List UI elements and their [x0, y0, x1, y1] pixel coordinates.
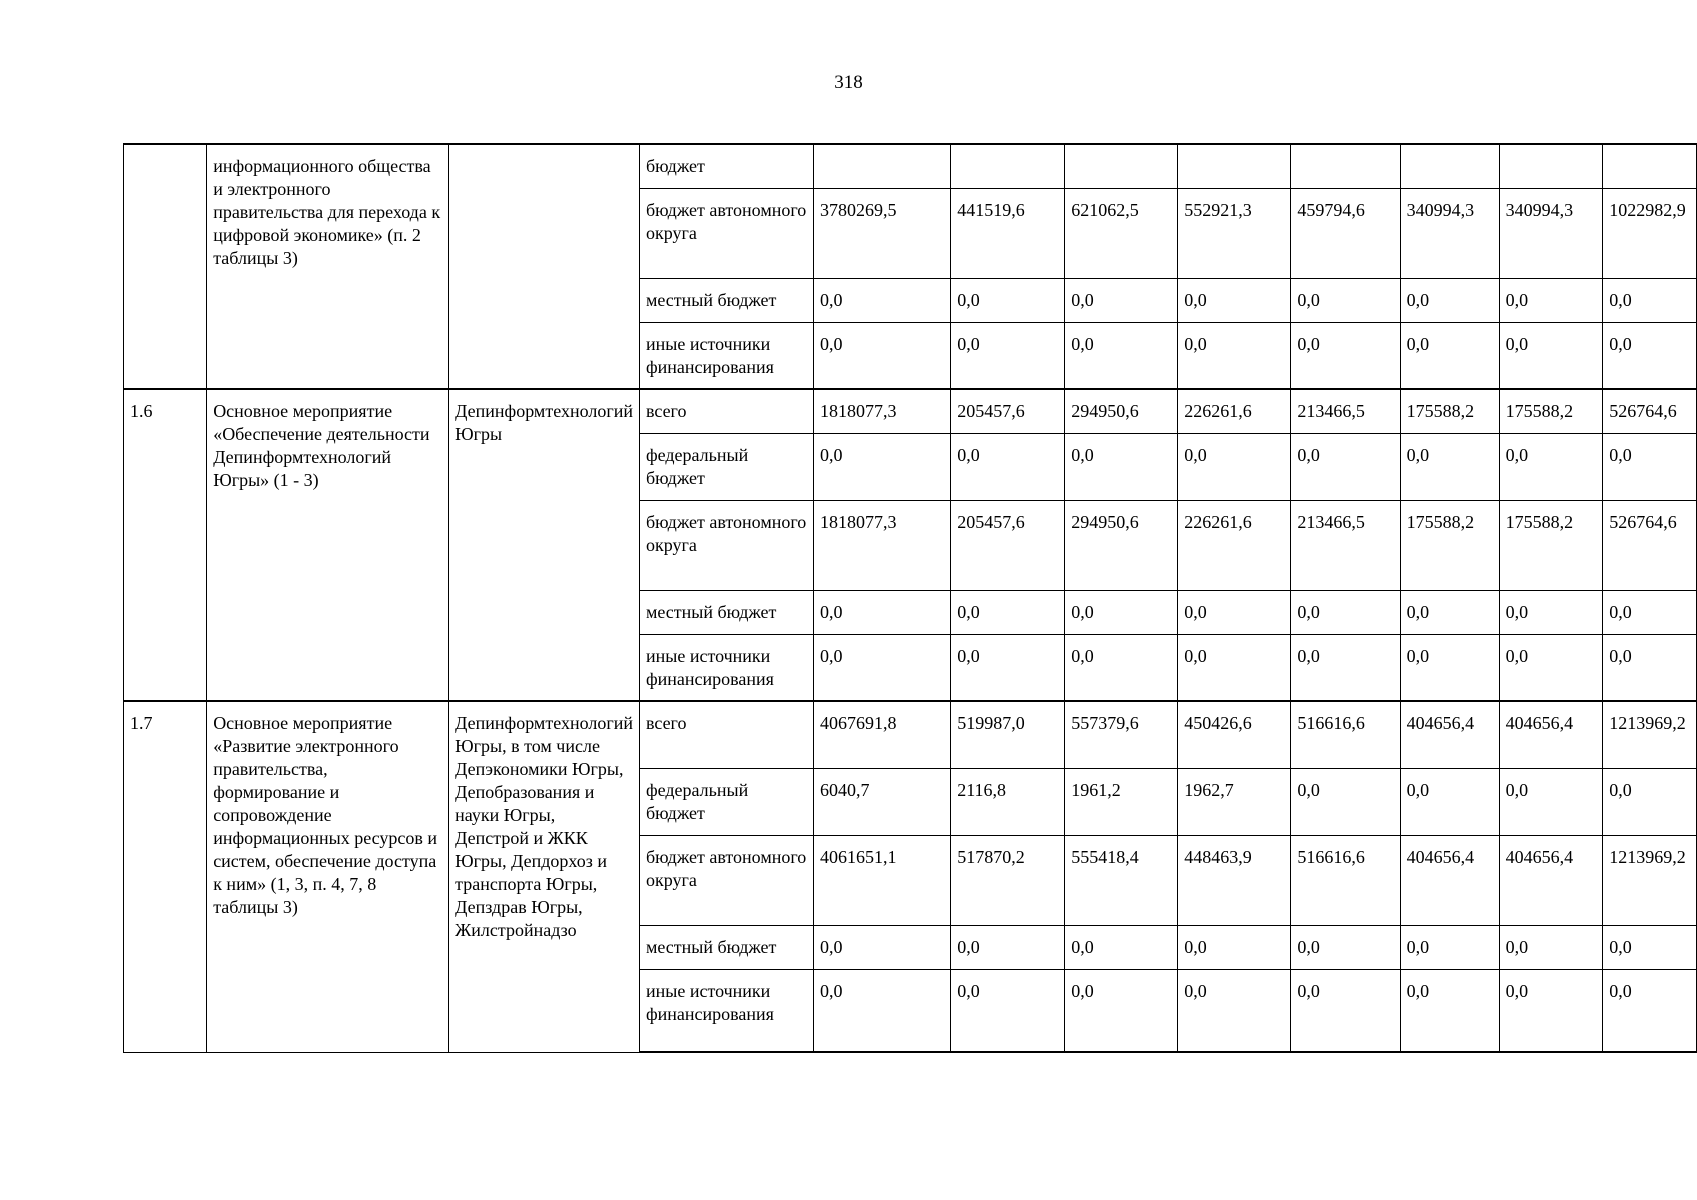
amount-cell	[1603, 144, 1697, 188]
funding-source: местный бюджет	[639, 590, 813, 634]
table-row	[124, 701, 1697, 768]
amount-cell: 404656,4	[1499, 701, 1603, 768]
item-number	[124, 144, 207, 389]
amount-cell: 0,0	[951, 322, 1065, 389]
amount-cell: 0,0	[1499, 278, 1603, 322]
amount-cell: 516616,6	[1291, 835, 1400, 925]
amount-cell: 0,0	[1499, 969, 1603, 1052]
amount-cell: 213466,5	[1291, 389, 1400, 433]
amount-cell: 0,0	[1499, 322, 1603, 389]
amount-cell: 0,0	[1603, 590, 1697, 634]
amount-cell: 175588,2	[1499, 500, 1603, 590]
amount-cell: 0,0	[1400, 278, 1499, 322]
funding-source: иные источники финансирования	[639, 634, 813, 701]
amount-cell: 0,0	[1499, 925, 1603, 969]
amount-cell: 0,0	[1291, 322, 1400, 389]
amount-cell	[1291, 144, 1400, 188]
amount-cell: 0,0	[814, 969, 951, 1052]
amount-cell: 4067691,8	[814, 701, 951, 768]
amount-cell: 205457,6	[951, 389, 1065, 433]
amount-cell: 0,0	[1499, 590, 1603, 634]
amount-cell: 4061651,1	[814, 835, 951, 925]
funding-source: иные источники финансирования	[639, 322, 813, 389]
funding-source: всего	[639, 701, 813, 768]
amount-cell: 1961,2	[1065, 768, 1178, 835]
amount-cell: 0,0	[1178, 278, 1291, 322]
amount-cell: 6040,7	[814, 768, 951, 835]
item-number: 1.6	[124, 389, 207, 701]
amount-cell	[1499, 144, 1603, 188]
amount-cell: 340994,3	[1400, 188, 1499, 278]
amount-cell: 1962,7	[1178, 768, 1291, 835]
amount-cell: 2116,8	[951, 768, 1065, 835]
amount-cell	[1065, 144, 1178, 188]
amount-cell: 441519,6	[951, 188, 1065, 278]
amount-cell: 0,0	[1178, 322, 1291, 389]
responsible-executor: Депинформтехнологий Югры, в том числе Депэкономики Югры, Депобразования и науки Югры, Депстрой и ЖКК Югры, Депдорхоз и транспорта Югры, Депздрав Югры, Жилстройнадзо	[449, 701, 640, 1052]
amount-cell: 0,0	[1400, 925, 1499, 969]
amount-cell: 404656,4	[1499, 835, 1603, 925]
amount-cell: 516616,6	[1291, 701, 1400, 768]
amount-cell: 0,0	[1065, 278, 1178, 322]
funding-source: бюджет автономного округа	[639, 835, 813, 925]
funding-source: федеральный бюджет	[639, 768, 813, 835]
amount-cell: 1213969,2	[1603, 701, 1697, 768]
amount-cell: 294950,6	[1065, 389, 1178, 433]
amount-cell: 0,0	[1178, 925, 1291, 969]
amount-cell: 404656,4	[1400, 701, 1499, 768]
amount-cell: 0,0	[1400, 634, 1499, 701]
amount-cell: 0,0	[1400, 768, 1499, 835]
amount-cell: 0,0	[1603, 634, 1697, 701]
amount-cell: 226261,6	[1178, 500, 1291, 590]
amount-cell: 552921,3	[1178, 188, 1291, 278]
amount-cell	[951, 144, 1065, 188]
amount-cell: 517870,2	[951, 835, 1065, 925]
amount-cell: 526764,6	[1603, 500, 1697, 590]
amount-cell: 0,0	[1291, 278, 1400, 322]
amount-cell: 404656,4	[1400, 835, 1499, 925]
amount-cell: 555418,4	[1065, 835, 1178, 925]
funding-table	[123, 143, 1697, 1053]
amount-cell: 0,0	[1065, 433, 1178, 500]
amount-cell: 213466,5	[1291, 500, 1400, 590]
amount-cell: 0,0	[951, 969, 1065, 1052]
amount-cell: 0,0	[951, 278, 1065, 322]
table-row	[124, 389, 1697, 433]
amount-cell: 0,0	[1291, 969, 1400, 1052]
amount-cell: 0,0	[1291, 634, 1400, 701]
amount-cell: 0,0	[1065, 969, 1178, 1052]
amount-cell	[814, 144, 951, 188]
funding-source: местный бюджет	[639, 925, 813, 969]
measure-title: Основное мероприятие «Обеспечение деятельности Депинформтехнологий Югры» (1 - 3)	[207, 389, 449, 701]
item-number: 1.7	[124, 701, 207, 1052]
amount-cell: 0,0	[1400, 322, 1499, 389]
funding-source: бюджет автономного округа	[639, 188, 813, 278]
funding-source: иные источники финансирования	[639, 969, 813, 1052]
amount-cell: 0,0	[1603, 278, 1697, 322]
amount-cell: 0,0	[1178, 634, 1291, 701]
measure-title: Основное мероприятие «Развитие электронного правительства, формирование и сопровождение информационных ресурсов и систем, обеспечение доступа к ним» (1, 3, п. 4, 7, 8 таблицы 3)	[207, 701, 449, 1052]
amount-cell: 450426,6	[1178, 701, 1291, 768]
measure-title: информационного общества и электронного правительства для перехода к цифровой экономике» (п. 2 таблицы 3)	[207, 144, 449, 389]
amount-cell	[1178, 144, 1291, 188]
amount-cell: 0,0	[1065, 634, 1178, 701]
amount-cell: 0,0	[814, 322, 951, 389]
amount-cell: 175588,2	[1400, 389, 1499, 433]
amount-cell: 0,0	[1603, 925, 1697, 969]
amount-cell: 0,0	[1291, 925, 1400, 969]
amount-cell: 459794,6	[1291, 188, 1400, 278]
amount-cell: 0,0	[1400, 969, 1499, 1052]
amount-cell: 0,0	[1400, 590, 1499, 634]
responsible-executor	[449, 144, 640, 389]
amount-cell: 0,0	[814, 590, 951, 634]
amount-cell: 0,0	[1291, 433, 1400, 500]
amount-cell: 0,0	[1178, 969, 1291, 1052]
amount-cell: 621062,5	[1065, 188, 1178, 278]
table-row	[124, 144, 1697, 188]
amount-cell: 1818077,3	[814, 500, 951, 590]
amount-cell: 0,0	[951, 634, 1065, 701]
amount-cell: 0,0	[1291, 590, 1400, 634]
amount-cell: 0,0	[1065, 590, 1178, 634]
funding-source: федеральный бюджет	[639, 433, 813, 500]
amount-cell: 0,0	[1178, 433, 1291, 500]
amount-cell: 1818077,3	[814, 389, 951, 433]
amount-cell: 0,0	[1603, 969, 1697, 1052]
amount-cell: 0,0	[1178, 590, 1291, 634]
amount-cell: 0,0	[1499, 433, 1603, 500]
funding-source: всего	[639, 389, 813, 433]
amount-cell: 0,0	[951, 590, 1065, 634]
amount-cell: 226261,6	[1178, 389, 1291, 433]
page-number: 318	[834, 72, 863, 93]
amount-cell: 0,0	[1291, 768, 1400, 835]
amount-cell: 0,0	[1400, 433, 1499, 500]
amount-cell: 557379,6	[1065, 701, 1178, 768]
amount-cell: 175588,2	[1400, 500, 1499, 590]
amount-cell: 0,0	[1499, 634, 1603, 701]
amount-cell: 1022982,9	[1603, 188, 1697, 278]
amount-cell: 205457,6	[951, 500, 1065, 590]
amount-cell: 519987,0	[951, 701, 1065, 768]
amount-cell: 0,0	[951, 433, 1065, 500]
responsible-executor: Депинформтехнологий Югры	[449, 389, 640, 701]
amount-cell: 0,0	[814, 634, 951, 701]
amount-cell: 526764,6	[1603, 389, 1697, 433]
amount-cell: 294950,6	[1065, 500, 1178, 590]
amount-cell: 0,0	[951, 925, 1065, 969]
funding-source: местный бюджет	[639, 278, 813, 322]
amount-cell: 0,0	[1499, 768, 1603, 835]
amount-cell: 3780269,5	[814, 188, 951, 278]
amount-cell	[1400, 144, 1499, 188]
amount-cell: 0,0	[814, 278, 951, 322]
amount-cell: 0,0	[1603, 768, 1697, 835]
amount-cell: 0,0	[814, 433, 951, 500]
funding-source: бюджет	[639, 144, 813, 188]
amount-cell: 0,0	[1065, 322, 1178, 389]
amount-cell: 175588,2	[1499, 389, 1603, 433]
amount-cell: 340994,3	[1499, 188, 1603, 278]
amount-cell: 0,0	[1065, 925, 1178, 969]
amount-cell: 0,0	[1603, 433, 1697, 500]
table-body	[124, 144, 1697, 1052]
amount-cell: 0,0	[1603, 322, 1697, 389]
funding-source: бюджет автономного округа	[639, 500, 813, 590]
amount-cell: 0,0	[814, 925, 951, 969]
amount-cell: 448463,9	[1178, 835, 1291, 925]
amount-cell: 1213969,2	[1603, 835, 1697, 925]
